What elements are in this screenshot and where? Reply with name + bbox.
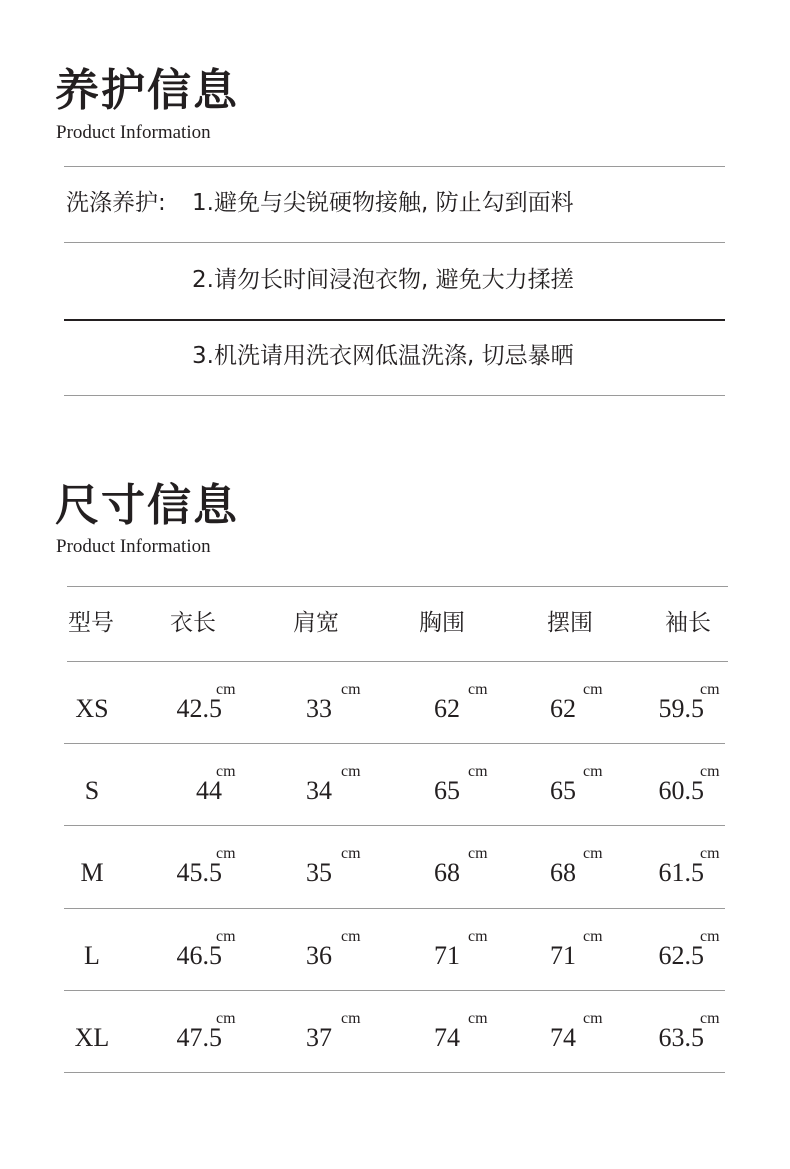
unit-label: cm <box>341 845 361 863</box>
unit-label: cm <box>583 845 603 863</box>
care-label: 洗涤养护: <box>66 190 166 216</box>
measurement-value: 71 <box>434 940 460 970</box>
size-section-title: 尺寸信息 <box>55 480 239 531</box>
measurement-value: 62.5 <box>658 940 704 970</box>
measurement-value: 61.5 <box>658 858 704 888</box>
measurement-value: 68 <box>434 858 460 888</box>
care-instruction-1: 1.避免与尖锐硬物接触, 防止勾到面料 <box>192 190 574 216</box>
unit-label: cm <box>216 1009 236 1027</box>
measurement-value: 71 <box>550 940 576 970</box>
unit-label: cm <box>700 927 720 945</box>
divider <box>64 242 725 243</box>
divider <box>64 395 725 396</box>
divider <box>64 1072 725 1073</box>
unit-label: cm <box>216 681 236 698</box>
size-cell: XL <box>74 1022 110 1052</box>
measurement-value: 68 <box>550 858 576 888</box>
care-instruction-3: 3.机洗请用洗衣网低温洗涤, 切忌暴晒 <box>192 343 574 369</box>
unit-label: cm <box>468 763 488 781</box>
measurement-value: 65 <box>434 776 460 806</box>
unit-label: cm <box>700 1009 720 1027</box>
unit-label: cm <box>583 1009 603 1027</box>
measurement-value: 60.5 <box>658 776 704 806</box>
measurement-value: 36 <box>306 940 332 970</box>
unit-label: cm <box>468 1009 488 1027</box>
unit-label: cm <box>216 927 236 945</box>
measurement-value: 44 <box>196 776 222 806</box>
size-cell: M <box>80 858 104 888</box>
measurement-value: 63.5 <box>658 1022 704 1052</box>
measurement-value: 45.5 <box>176 858 222 888</box>
divider <box>64 166 725 167</box>
unit-label: cm <box>468 681 488 698</box>
divider <box>64 825 725 826</box>
table-top-border <box>67 586 728 587</box>
unit-label: cm <box>341 763 361 781</box>
measurement-value: 37 <box>306 1022 332 1052</box>
measurement-value: 59.5 <box>658 694 704 723</box>
size-cell: L <box>84 940 100 970</box>
unit-label: cm <box>341 927 361 945</box>
divider <box>64 908 725 909</box>
size-section-subtitle: Product Information <box>56 536 211 557</box>
unit-label: cm <box>583 927 603 945</box>
header-hem: 摆围 <box>547 610 593 636</box>
unit-label: cm <box>468 845 488 863</box>
unit-label: cm <box>216 845 236 863</box>
unit-label: cm <box>700 845 720 863</box>
unit-label: cm <box>216 763 236 781</box>
measurement-value: 62 <box>550 694 576 723</box>
divider <box>64 990 725 991</box>
size-cell: S <box>84 776 100 806</box>
header-length: 衣长 <box>170 610 216 636</box>
care-instruction-2: 2.请勿长时间浸泡衣物, 避免大力揉搓 <box>192 267 574 293</box>
size-cell: XS <box>75 694 109 723</box>
care-section-title: 养护信息 <box>55 65 239 116</box>
unit-label: cm <box>341 681 361 698</box>
measurement-value: 65 <box>550 776 576 806</box>
unit-label: cm <box>700 763 720 781</box>
unit-label: cm <box>468 927 488 945</box>
unit-label: cm <box>583 763 603 781</box>
divider <box>67 661 728 662</box>
measurement-value: 74 <box>550 1022 576 1052</box>
measurement-value: 35 <box>306 858 332 888</box>
measurement-value: 42.5 <box>176 694 222 723</box>
header-sleeve: 袖长 <box>665 610 711 636</box>
measurement-value: 47.5 <box>176 1022 222 1052</box>
care-section-subtitle: Product Information <box>56 122 211 143</box>
header-chest: 胸围 <box>419 610 465 636</box>
measurement-value: 74 <box>434 1022 460 1052</box>
measurement-value: 33 <box>306 694 332 723</box>
unit-label: cm <box>700 681 720 698</box>
measurement-value: 34 <box>306 776 332 806</box>
header-shoulder: 肩宽 <box>293 610 339 636</box>
header-size: 型号 <box>68 610 114 636</box>
unit-label: cm <box>341 1009 361 1027</box>
divider <box>64 743 725 744</box>
unit-label: cm <box>583 681 603 698</box>
measurement-value: 46.5 <box>176 940 222 970</box>
divider <box>64 319 725 321</box>
measurement-value: 62 <box>434 694 460 723</box>
